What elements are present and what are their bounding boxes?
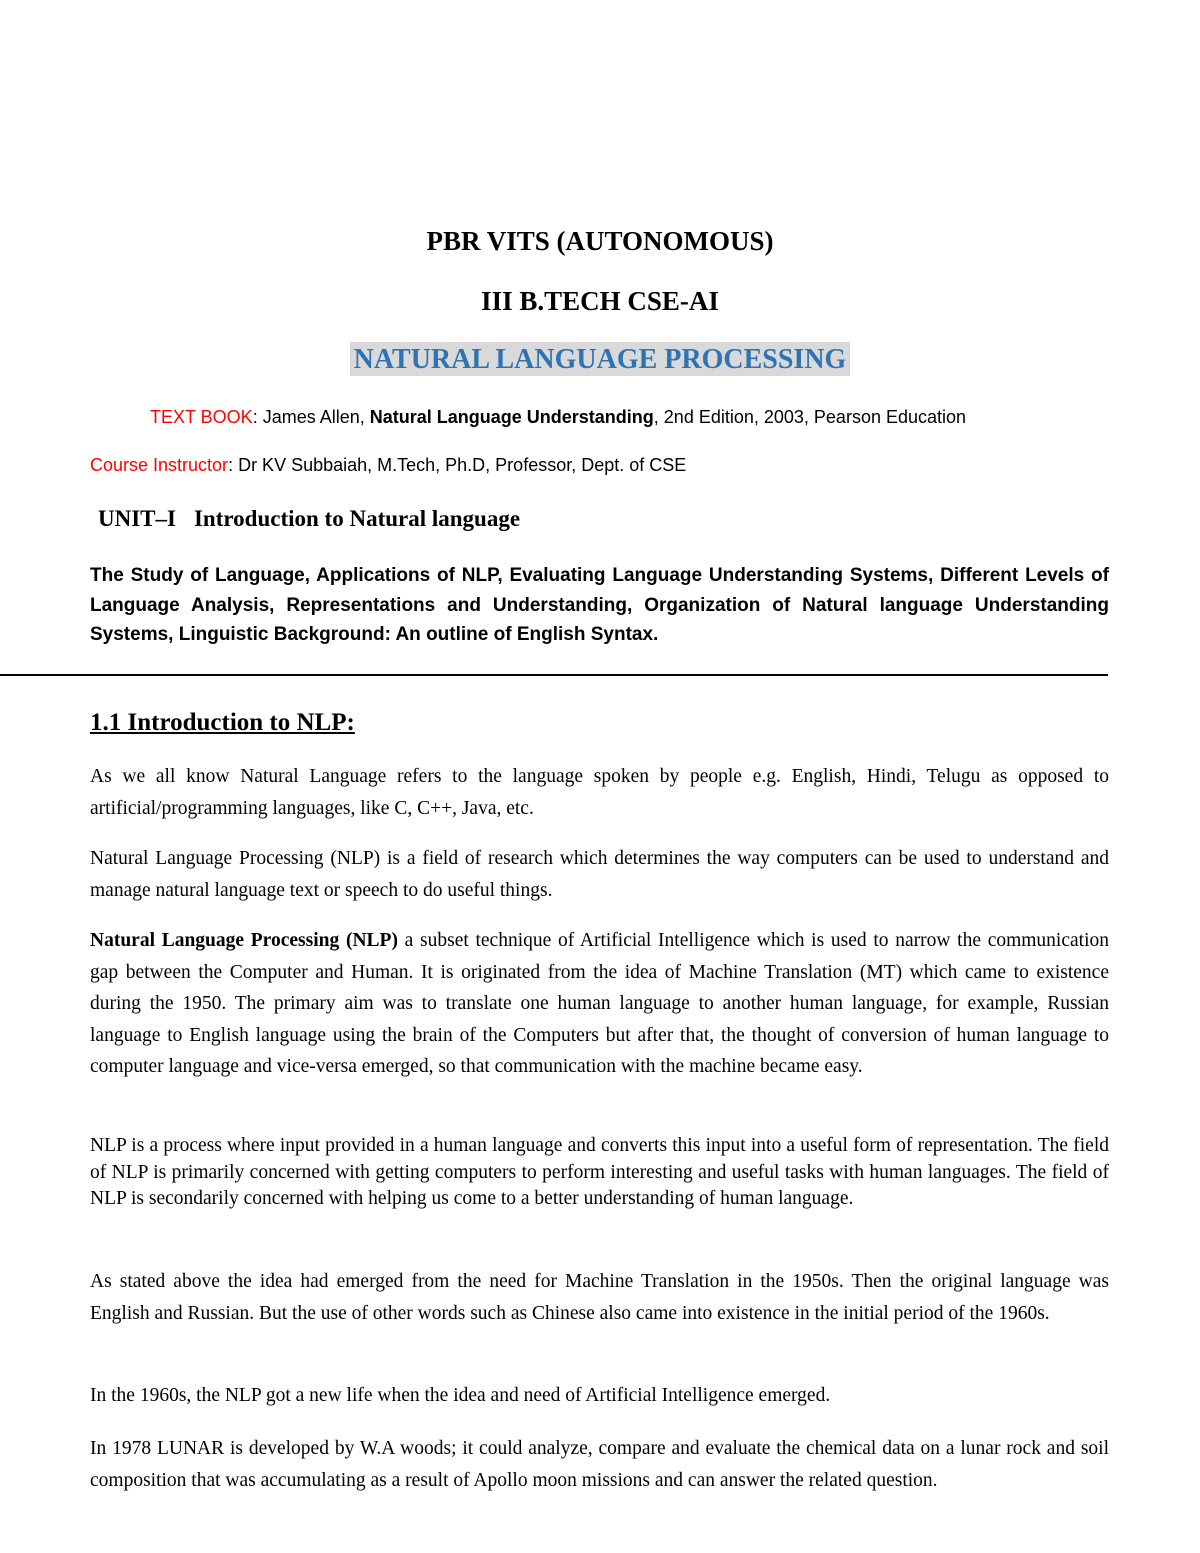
instructor-label: Course Instructor <box>90 455 229 475</box>
paragraph-natural-language: As we all know Natural Language refers to the language spoken by people e.g. English, Hindi, Telugu as opposed to artificial/programming languages, like C, C++, Java, etc. <box>90 766 1109 819</box>
instructor-line <box>90 455 686 476</box>
unit-title: Introduction to Natural language <box>193 506 521 531</box>
course-title-container <box>0 342 1200 376</box>
paragraph-nlp-process: NLP is a process where input provided in a human language and converts this input into a useful form of representation. The field of NLP is primarily concerned with getting computers to perform interesting and useful tasks with human languages. The field of NLP is secondarily concerned with helping us come to a better understanding of human language. <box>90 1135 1109 1209</box>
paragraph-nlp-definition: Natural Language Processing (NLP) is a field of research which determines the way computers can be used to understand and manage natural language text or speech to do useful things. <box>90 848 1109 901</box>
section-heading: 1.1 Introduction to NLP: <box>90 709 355 736</box>
textbook-title: Natural Language Understanding <box>369 407 654 427</box>
institution-name: PBR VITS (AUTONOMOUS) <box>426 226 774 256</box>
nlp-term: Natural Language Processing (NLP) <box>90 930 398 951</box>
paragraph-1960s: In the 1960s, the NLP got a new life when the idea and need of Artificial Intelligence emerged. <box>90 1385 831 1406</box>
unit-number: UNIT–I <box>98 506 176 531</box>
course-title: NATURAL LANGUAGE PROCESSING <box>350 342 851 376</box>
paragraph-nlp-history <box>90 925 1109 1083</box>
instructor-details: : Dr KV Subbaiah, M.Tech, Ph.D, Professor, Dept. of CSE <box>228 455 687 475</box>
program-name: III B.TECH CSE-AI <box>481 286 719 316</box>
textbook-author: : James Allen, <box>252 407 370 427</box>
textbook-details: , 2nd Edition, 2003, Pearson Education <box>653 407 967 427</box>
section-divider <box>0 674 1108 676</box>
textbook-label: TEXT BOOK <box>150 407 253 427</box>
paragraph-machine-translation: As stated above the idea had emerged from the need for Machine Translation in the 1950s. Then the original language was English and Russian. But the use of other words such as Chinese also came into existence in the initial period of the 1960s. <box>90 1271 1109 1324</box>
nlp-history-text: a subset technique of Artificial Intelligence which is used to narrow the communication gap between the Computer and Human. It is originated from the idea of Machine Translation (MT) which came to existence during the 1950. The primary aim was to translate one human language to another human language, for example, Russian language to English language using the brain of the Computers but after that, the thought of conversion of human language to computer language and vice-versa emerged, so that communication with the machine became easy. <box>90 930 1109 1077</box>
textbook-line <box>150 407 966 428</box>
unit-heading <box>98 506 520 532</box>
paragraph-lunar: In 1978 LUNAR is developed by W.A woods; it could analyze, compare and evaluate the chemical data on a lunar rock and soil composition that was accumulating as a result of Apollo moon missions and can answer the related question. <box>90 1438 1109 1491</box>
syllabus-topics: The Study of Language, Applications of NLP, Evaluating Language Understanding Systems, Different Levels of Language Analysis, Representations and Understanding, Organization of Natural language Understanding Systems, Linguistic Background: An outline of English Syntax. <box>90 565 1109 645</box>
